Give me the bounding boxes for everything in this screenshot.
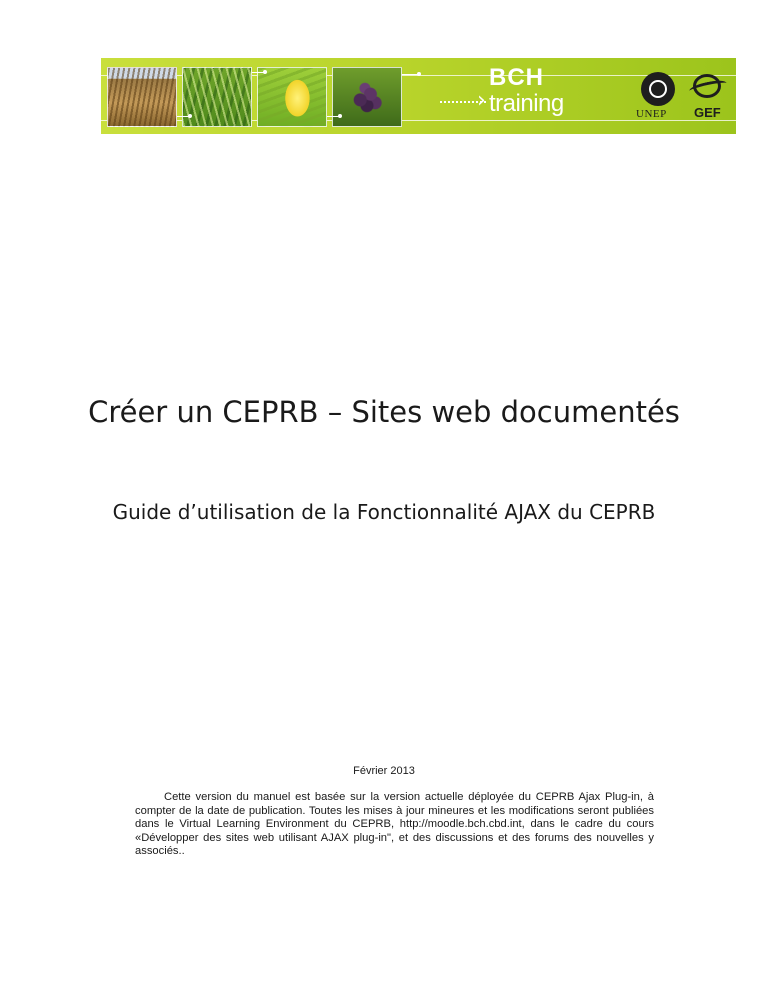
- photo-connector-dot: [188, 114, 192, 118]
- unep-label: UNEP: [636, 108, 667, 120]
- bch-training-banner: [101, 58, 736, 134]
- training-label: training: [489, 90, 564, 117]
- gef-label: GEF: [694, 105, 721, 120]
- photo-connector: [402, 74, 418, 75]
- arrow-chevron-icon: ›: [477, 88, 486, 113]
- photo-connector-dot: [417, 72, 421, 76]
- wheat-photo: [182, 67, 252, 127]
- publication-date: Février 2013: [353, 765, 415, 777]
- photo-connector-dot: [263, 70, 267, 74]
- unep-emblem-icon: [641, 72, 675, 106]
- gef-emblem-icon: [691, 72, 725, 104]
- document-title: Créer un CEPRB – Sites web documentés: [88, 395, 680, 429]
- photo-connector-dot: [338, 114, 342, 118]
- bch-label: BCH: [489, 64, 544, 91]
- field-photo: [107, 67, 177, 127]
- corn-photo: [257, 67, 327, 127]
- document-subtitle: Guide d’utilisation de la Fonctionnalité AJAX du CEPRB: [112, 500, 656, 524]
- grapes-photo: [332, 67, 402, 127]
- version-notice-paragraph: Cette version du manuel est basée sur la version actuelle déployée du CEPRB Ajax Plug-in, à compter de la date de publication. Toutes les mises à jour mineures et les modifications seront publiées dans le Virtual Learning Environment du CEPRB, http://moodle.bch.cbd.int, dans le cadre du cours «Développer des sites web utilisant AJAX plug-in", et des discussions et des forums des nouvelles y associés..: [135, 791, 654, 858]
